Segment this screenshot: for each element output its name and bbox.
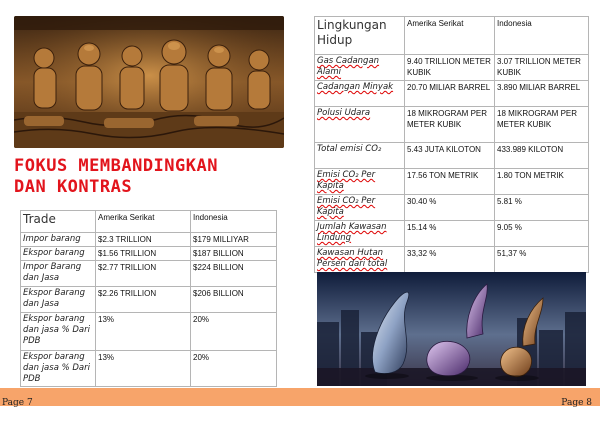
table-row: [21, 233, 277, 247]
id-value: 51,37 %: [495, 247, 589, 273]
column-header: Amerika Serikat: [96, 211, 191, 233]
table-row: [315, 81, 589, 107]
id-value: 5.81 %: [495, 195, 589, 221]
column-header: Indonesia: [191, 211, 277, 233]
trade-table: [20, 210, 277, 387]
page-heading: [14, 156, 284, 198]
page-number-right: Page 8: [561, 398, 592, 408]
table-row: [315, 221, 589, 247]
table-row: [315, 247, 589, 273]
row-label: Jumlah Kawasan Lindung: [315, 221, 405, 247]
table-header-row: [21, 211, 277, 233]
id-value: 433.989 KILOTON: [495, 143, 589, 169]
table-row: [21, 313, 277, 351]
column-header: Indonesia: [495, 17, 589, 55]
id-value: 3.07 TRILLION METER KUBIK: [495, 55, 589, 81]
id-value: 20%: [191, 351, 277, 387]
table-row: [21, 287, 277, 313]
sculpture-illustration: [317, 272, 586, 386]
column-header: Amerika Serikat: [405, 17, 495, 55]
id-value: 3.890 MILIAR BARREL: [495, 81, 589, 107]
us-value: 13%: [96, 313, 191, 351]
us-value: $1.56 TRILLION: [96, 247, 191, 261]
id-value: $224 BILLION: [191, 261, 277, 287]
table-row: [315, 55, 589, 81]
page-number-left: Page 7: [2, 398, 33, 408]
relief-carving-image: [14, 16, 284, 148]
us-value: 5.43 JUTA KILOTON: [405, 143, 495, 169]
us-value: 17.56 TON METRIK: [405, 169, 495, 195]
row-label: Impor barang: [21, 233, 96, 247]
us-value: 13%: [96, 351, 191, 387]
id-value: 20%: [191, 313, 277, 351]
us-value: $2.77 TRILLION: [96, 261, 191, 287]
id-value: $187 BILLION: [191, 247, 277, 261]
table-row: [21, 351, 277, 387]
us-value: $2.26 TRILLION: [96, 287, 191, 313]
row-label: Polusi Udara: [315, 107, 405, 143]
id-value: 1.80 TON METRIK: [495, 169, 589, 195]
row-label: Kawasan Hutan Persen dari total: [315, 247, 405, 273]
us-value: 18 MIKROGRAM PER METER KUBIK: [405, 107, 495, 143]
row-label: Emisi CO₂ Per Kapita: [315, 195, 405, 221]
us-value: 15.14 %: [405, 221, 495, 247]
us-value: 30.40 %: [405, 195, 495, 221]
us-value: 33,32 %: [405, 247, 495, 273]
id-value: 18 MIKROGRAM PER METER KUBIK: [495, 107, 589, 143]
row-label: Ekspor barang: [21, 247, 96, 261]
id-value: $206 BILLION: [191, 287, 277, 313]
table-row: [315, 169, 589, 195]
table-header-row: [315, 17, 589, 55]
relief-carving-illustration: [14, 16, 284, 148]
id-value: $179 MILLIYAR: [191, 233, 277, 247]
table-row: [315, 143, 589, 169]
id-value: 9.05 %: [495, 221, 589, 247]
row-label: Ekspor barang dan jasa % Dari PDB: [21, 313, 96, 351]
table-row: [21, 247, 277, 261]
footer-bar: [0, 388, 600, 406]
row-label: Cadangan Minyak: [315, 81, 405, 107]
column-header: Lingkungan Hidup: [315, 17, 405, 55]
row-label: Ekspor Barang dan Jasa: [21, 287, 96, 313]
us-value: $2.3 TRILLION: [96, 233, 191, 247]
row-label: Total emisi CO₂: [315, 143, 405, 169]
sculpture-photo: [317, 272, 586, 386]
environment-table: [314, 16, 589, 273]
us-value: 20.70 MILIAR BARREL: [405, 81, 495, 107]
heading-line-2: DAN KONTRAS: [14, 177, 133, 197]
row-label: Emisi CO₂ Per Kapita: [315, 169, 405, 195]
table-row: [21, 261, 277, 287]
table-row: [315, 107, 589, 143]
table-row: [315, 195, 589, 221]
heading-line-1: FOKUS MEMBANDINGKAN: [14, 156, 218, 176]
row-label: Impor Barang dan Jasa: [21, 261, 96, 287]
column-header: Trade: [21, 211, 96, 233]
us-value: 9.40 TRILLION METER KUBIK: [405, 55, 495, 81]
row-label: Gas Cadangan Alami: [315, 55, 405, 81]
row-label: Ekspor barang dan jasa % Dari PDB: [21, 351, 96, 387]
